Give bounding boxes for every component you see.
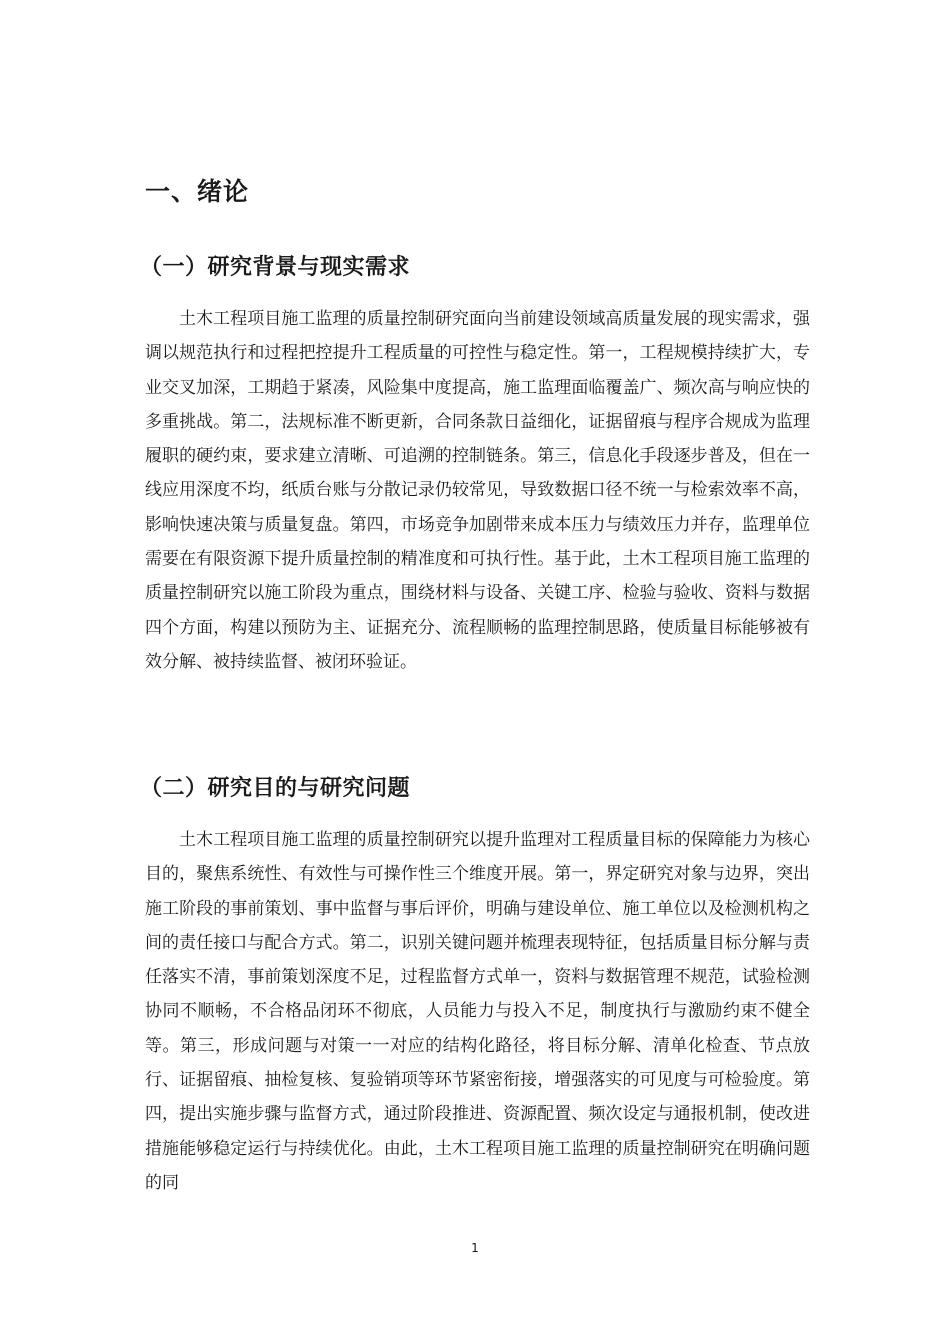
section-heading-background: （一）研究背景与现实需求 — [140, 255, 411, 280]
page-number: 1 — [471, 1241, 479, 1255]
section-paragraph-background: 土木工程项目施工监理的质量控制研究面向当前建设领域高质量发展的现实需求，强调以规范执行和过程把控提升工程质量的可控性与稳定性。第一，工程规模持续扩大，专业交叉加深，工期趋于紧凑，风险集中度提高，施工监理面临覆盖广、频次高与响应快的多重挑战。第二，法规标准不断更新，合同条款日益细化，证据留痕与程序合规成为监理履职的硬约束，要求建立清晰、可追溯的控制链条。第三，信息化手段逐步普及，但在一线应用深度不均，纸质台账与分散记录仍较常见，导致数据口径不统一与检索效率不高，影响快速决策与质量复盘。第四，市场竞争加剧带来成本压力与绩效压力并存，监理单位需要在有限资源下提升质量控制的精准度和可执行性。基于此，土木工程项目施工监理的质量控制研究以施工阶段为重点，围绕材料与设备、关键工序、检验与验收、资料与数据四个方面，构建以预防为主、证据充分、流程顺畅的监理控制思路，使质量目标能够被有效分解、被持续监督、被闭环验证。 — [145, 309, 810, 672]
section-paragraph-objectives: 土木工程项目施工监理的质量控制研究以提升监理对工程质量目标的保障能力为核心目的，聚焦系统性、有效性与可操作性三个维度开展。第一，界定研究对象与边界，突出施工阶段的事前策划、事中监督与事后评价，明确与建设单位、施工单位以及检测机构之间的责任接口与配合方式。第二，识别关键问题并梳理表现特征，包括质量目标分解与责任落实不清，事前策划深度不足，过程监督方式单一，资料与数据管理不规范，试验检测协同不顺畅，不合格品闭环不彻底，人员能力与投入不足，制度执行与激励约束不健全等。第三，形成问题与对策一一对应的结构化路径，将目标分解、清单化检查、节点放行、证据留痕、抽检复核、复验销项等环节紧密衔接，增强落实的可见度与可检验度。第四，提出实施步骤与监督方式，通过阶段推进、资源配置、频次设定与通报机制，使改进措施能够稳定运行与持续优化。由此，土木工程项目施工监理的质量控制研究在明确问题的同 — [145, 830, 810, 1193]
section-heading-objectives: （二）研究目的与研究问题 — [140, 776, 411, 801]
chapter-title: 一、绪论 — [145, 177, 250, 206]
